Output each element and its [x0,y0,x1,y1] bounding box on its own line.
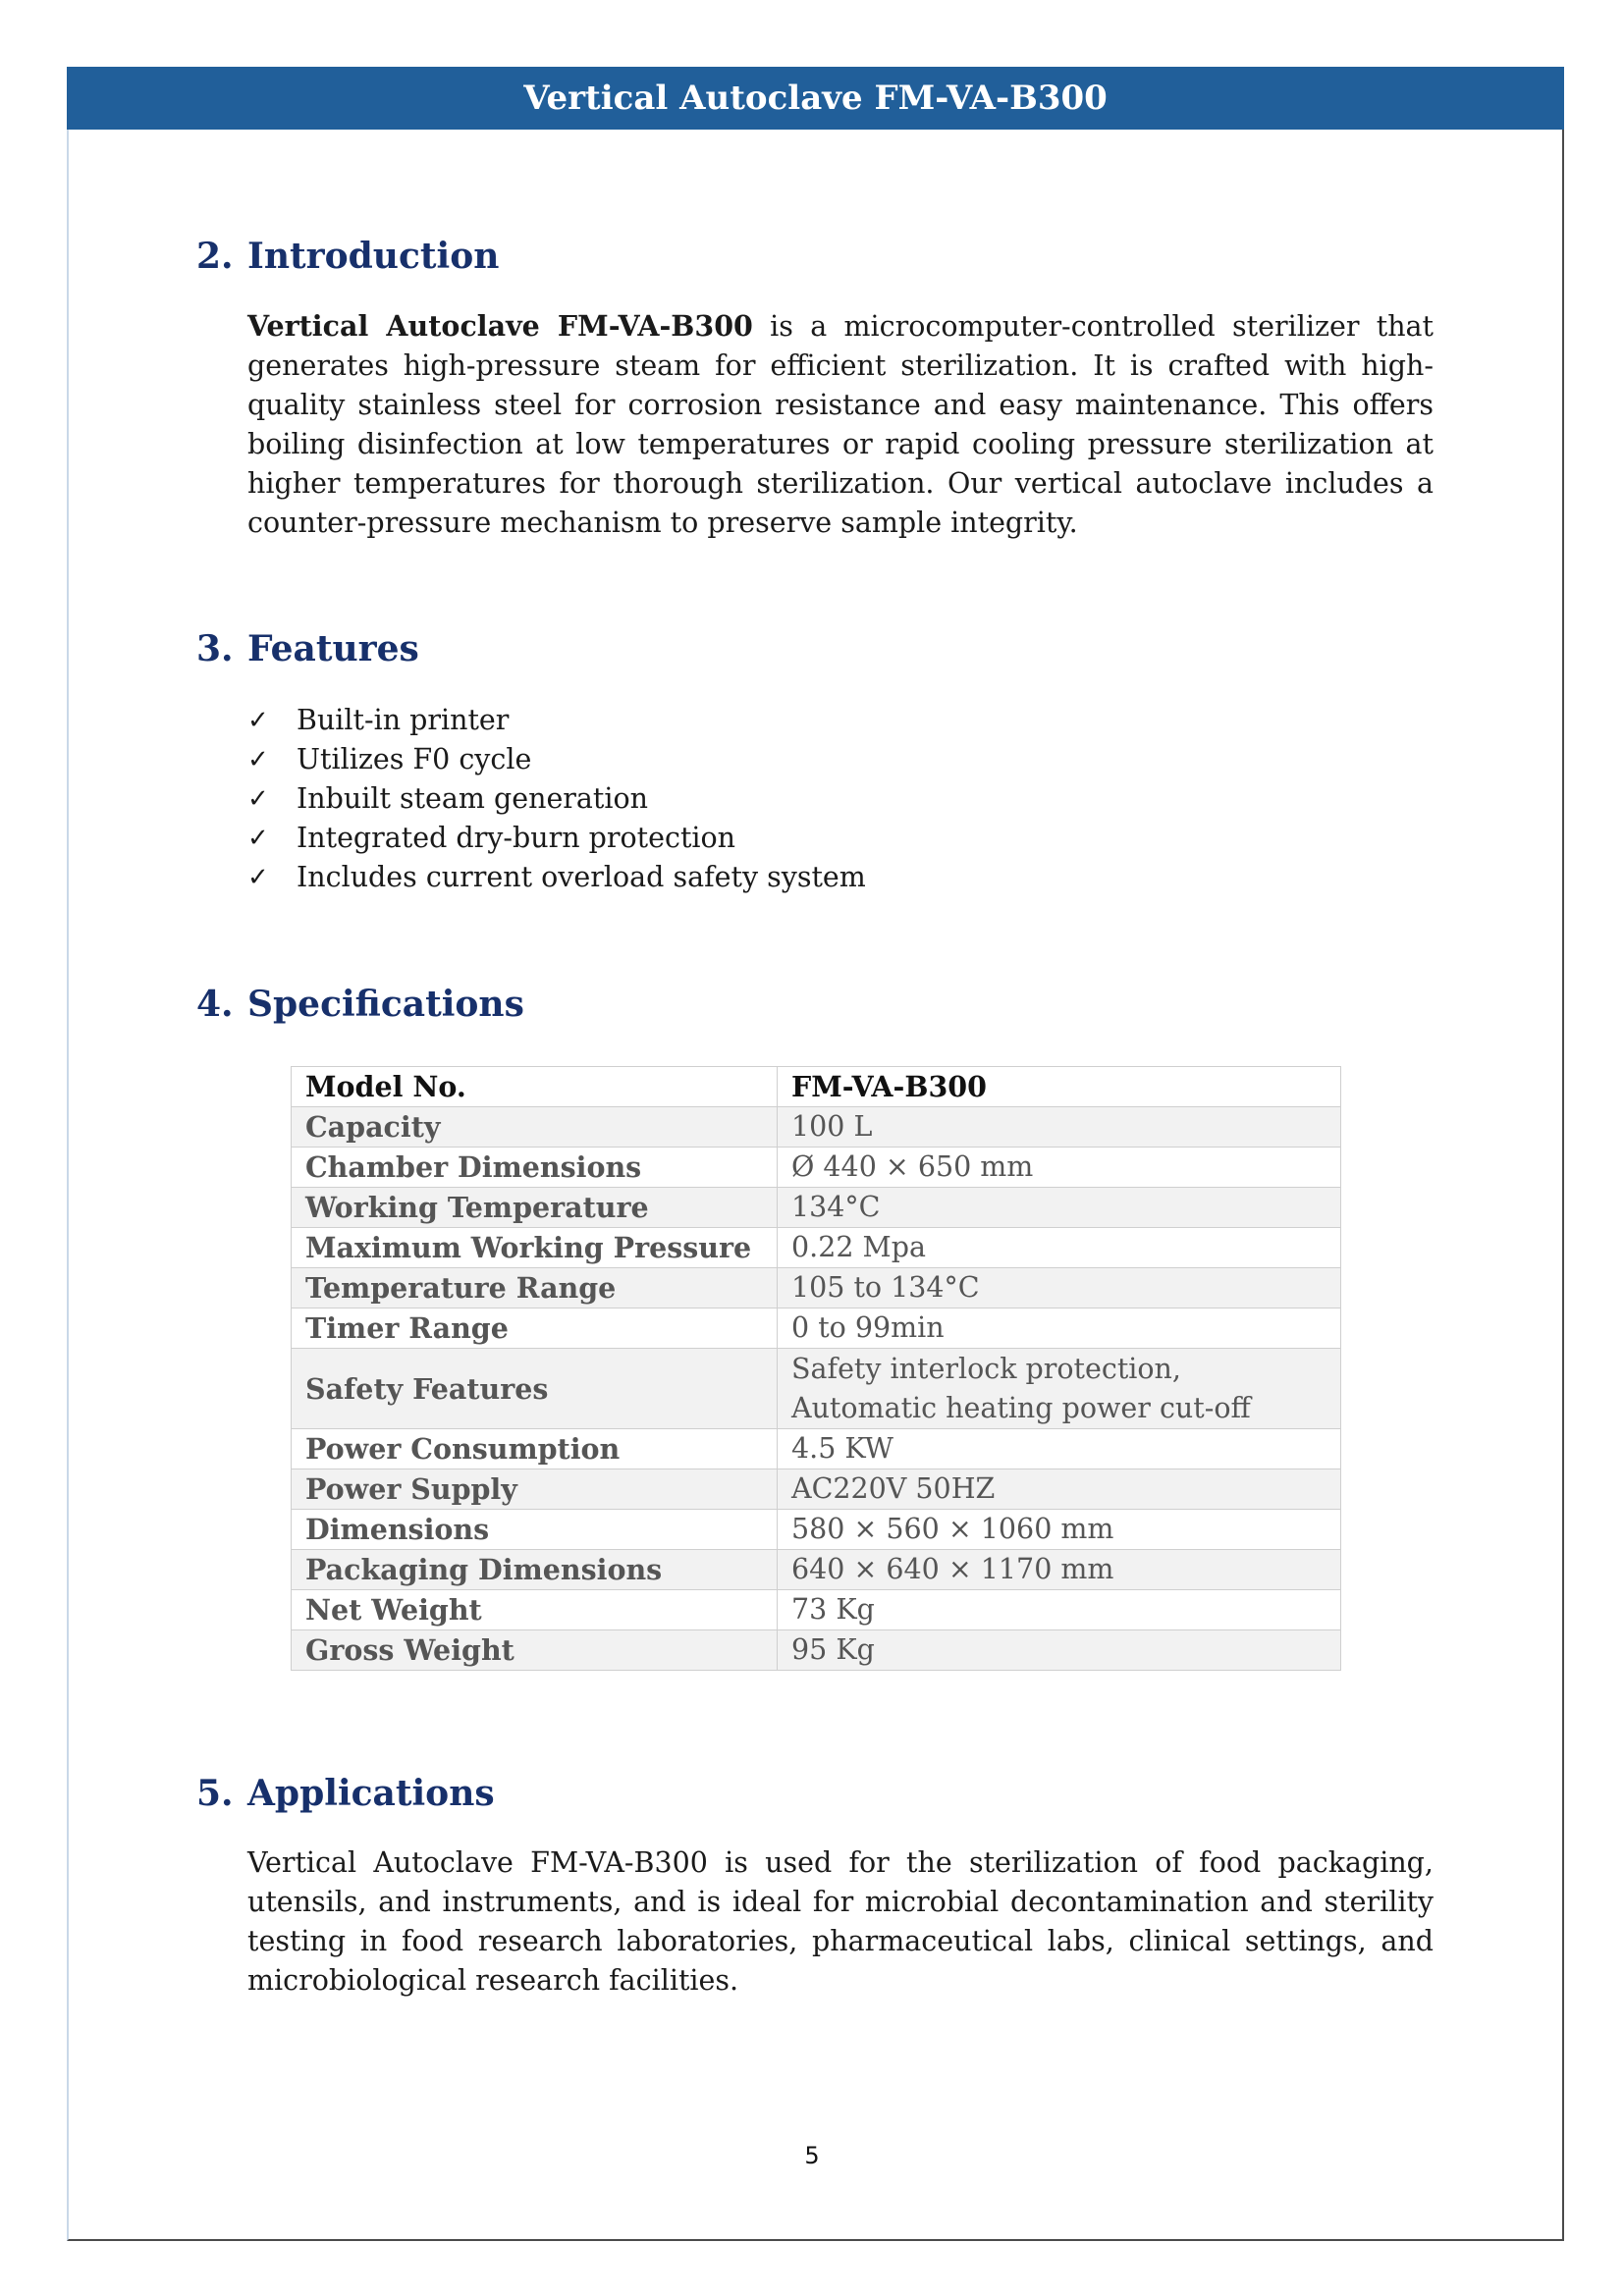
spec-label: Maximum Working Pressure [292,1228,778,1268]
applications-section [196,1773,1434,2001]
page-header [67,67,1564,130]
section-number: 2. [196,236,234,277]
spec-label: Power Supply [292,1469,778,1510]
spec-value: AC220V 50HZ [778,1469,1341,1510]
spec-label: Safety Features [292,1349,778,1429]
section-number: 5. [196,1773,234,1814]
table-row [292,1188,1341,1228]
spec-label: Chamber Dimensions [292,1148,778,1188]
specifications-section [196,984,1434,1025]
table-row [292,1349,1341,1429]
table-row [292,1510,1341,1550]
spec-label: Timer Range [292,1308,778,1349]
spec-value: Safety interlock protection, Automatic heating power cut-off [778,1349,1341,1429]
feature-text: Inbuilt steam generation [297,782,649,815]
introduction-paragraph [247,306,1434,543]
table-row [292,1429,1341,1469]
list-item [247,819,1434,858]
table-row [292,1550,1341,1590]
table-row [292,1107,1341,1148]
spec-label: Gross Weight [292,1630,778,1671]
table-row [292,1228,1341,1268]
spec-label: Capacity [292,1107,778,1148]
spec-label: Packaging Dimensions [292,1550,778,1590]
spec-value: 0 to 99min [778,1308,1341,1349]
table-row [292,1268,1341,1308]
spec-value: FM-VA-B300 [778,1067,1341,1107]
section-title: Specifications [247,984,524,1025]
spec-label: Model No. [292,1067,778,1107]
feature-text: Includes current overload safety system [297,861,866,893]
spec-value: Ø 440 × 650 mm [778,1148,1341,1188]
introduction-body: is a microcomputer-controlled sterilizer that generates high-pressure steam for efficient sterilization. It is crafted with high-quality stainless steel for corrosion resistance and easy maintenance. This offers boiling disinfection at low temperatures or rapid cooling pressure sterilization at higher temperatures for thorough sterilization. Our vertical autoclave includes a counter-pressure mechanism to preserve sample integrity. [247,310,1434,539]
section-number: 4. [196,984,234,1025]
features-heading [196,628,1434,669]
list-item [247,701,1434,740]
table-row [292,1148,1341,1188]
spec-value: 640 × 640 × 1170 mm [778,1550,1341,1590]
spec-value: 580 × 560 × 1060 mm [778,1510,1341,1550]
list-item [247,779,1434,819]
product-name: Vertical Autoclave FM-VA-B300 [247,309,753,343]
spec-label: Net Weight [292,1590,778,1630]
check-icon: ✓ [247,706,269,735]
spec-label: Working Temperature [292,1188,778,1228]
spec-value: 105 to 134°C [778,1268,1341,1308]
spec-value: 73 Kg [778,1590,1341,1630]
check-icon: ✓ [247,863,269,892]
spec-label: Power Consumption [292,1429,778,1469]
section-title: Introduction [247,236,500,277]
features-section [196,628,1434,897]
section-number: 3. [196,628,234,669]
spec-value: 95 Kg [778,1630,1341,1671]
table-row [292,1590,1341,1630]
table-row [292,1308,1341,1349]
table-row [292,1630,1341,1671]
table-row [292,1067,1341,1107]
spec-label: Dimensions [292,1510,778,1550]
spec-label: Temperature Range [292,1268,778,1308]
feature-text: Utilizes F0 cycle [297,743,532,775]
section-title: Applications [247,1773,495,1814]
spec-value: 134°C [778,1188,1341,1228]
page-number: 5 [804,2142,820,2169]
specifications-heading [196,984,1434,1025]
feature-text: Built-in printer [297,704,510,736]
introduction-heading [196,236,1434,277]
section-title: Features [247,628,419,669]
list-item [247,858,1434,897]
spec-value: 4.5 KW [778,1429,1341,1469]
spec-value: 100 L [778,1107,1341,1148]
features-list [247,701,1434,897]
specifications-table [291,1066,1341,1671]
applications-paragraph: Vertical Autoclave FM-VA-B300 is used for the sterilization of food packaging, utensils, and instruments, and is ideal for microbial decontamination and sterility testing in food research laboratories, pharmaceutical labs, clinical settings, and microbiological research facilities. [247,1846,1434,1997]
introduction-section [196,236,1434,543]
header-title: Vertical Autoclave FM-VA-B300 [523,79,1108,118]
spec-value: 0.22 Mpa [778,1228,1341,1268]
check-icon: ✓ [247,784,269,814]
applications-heading [196,1773,1434,1814]
check-icon: ✓ [247,745,269,774]
check-icon: ✓ [247,824,269,853]
feature-text: Integrated dry-burn protection [297,822,736,854]
list-item [247,740,1434,779]
table-row [292,1469,1341,1510]
